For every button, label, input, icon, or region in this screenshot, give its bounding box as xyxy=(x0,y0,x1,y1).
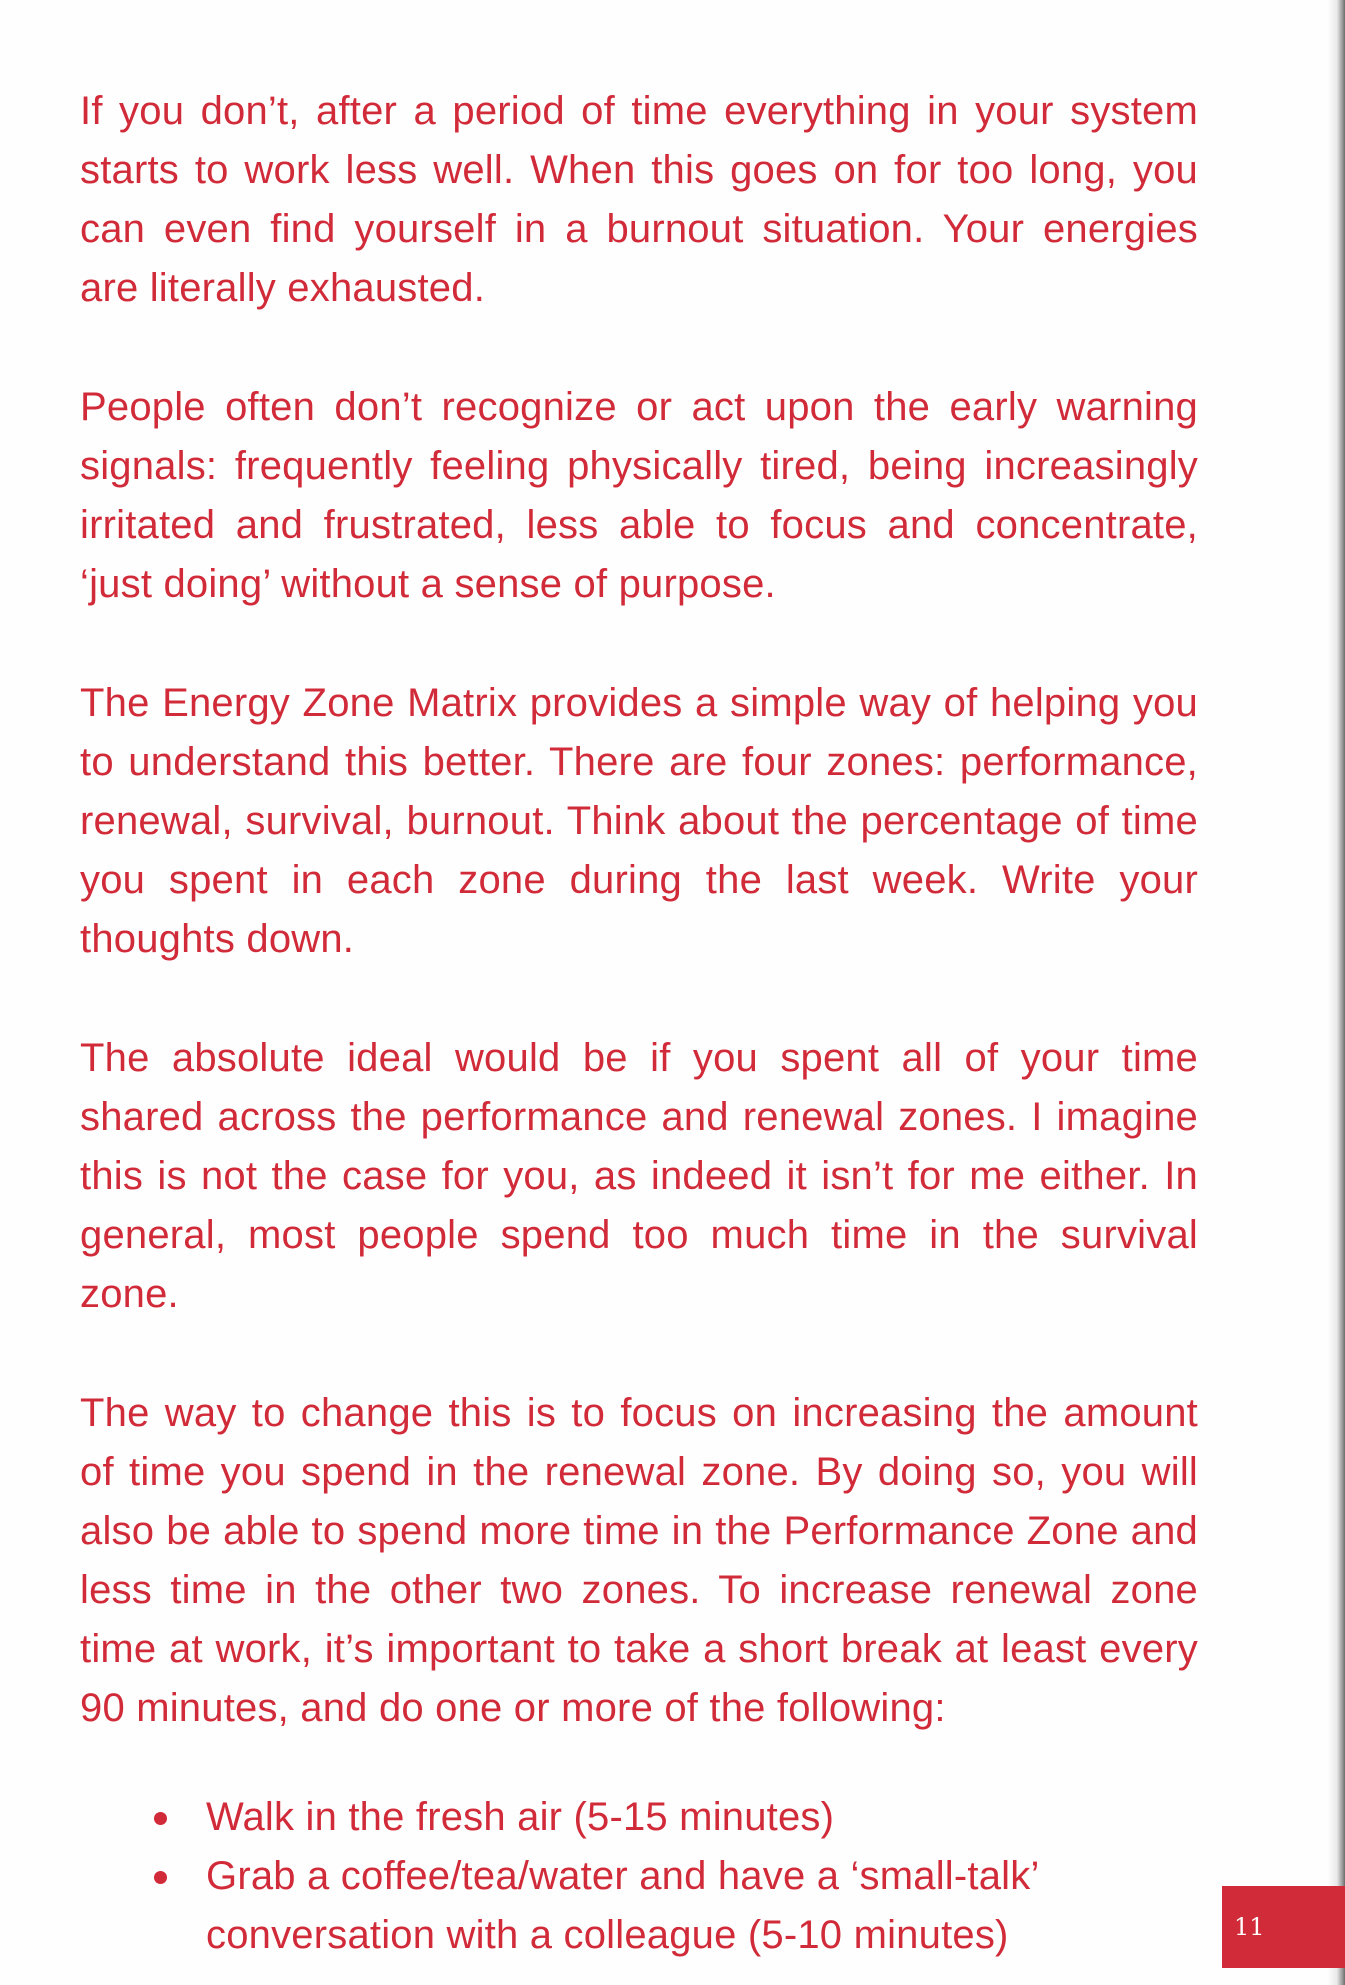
list-item-text: Walk in the fresh air (5-15 minutes) xyxy=(206,1795,835,1839)
paragraph-3: The Energy Zone Matrix provides a simple way of helping you to understand this better. There are four zones: performance, renewal, survival, burnout. Think about the percentage of time you spent in each zone during the last week. Write your thoughts down. xyxy=(80,681,1198,961)
bullet-list xyxy=(80,1788,1198,1965)
paragraph-2: People often don’t recognize or act upon the early warning signals: frequently feeling physically tired, being increasingly irritated and frustrated, less able to focus and concentrate, ‘just doing’ without a sense of purpose. xyxy=(80,385,1198,606)
list-item-text: Grab a coffee/tea/water and have a ‘small-talk’ conversation with a colleague (5-10 minutes) xyxy=(206,1854,1039,1957)
page-number-tab xyxy=(1222,1886,1345,1968)
paragraph-4: The absolute ideal would be if you spent all of your time shared across the performance and renewal zones. I imagine this is not the case for you, as indeed it isn’t for me either. In general, most people spend too much time in the survival zone. xyxy=(80,1036,1198,1316)
page-binding-edge xyxy=(1327,0,1345,1985)
page-number: 11 xyxy=(1234,1913,1265,1941)
body-text xyxy=(80,82,1198,1965)
list-item xyxy=(206,1847,1198,1965)
bullet-dot-icon xyxy=(154,1871,167,1884)
bullet-dot-icon xyxy=(154,1812,167,1825)
list-item xyxy=(206,1788,1198,1847)
paragraph-1: If you don’t, after a period of time everything in your system starts to work less well. When this goes on for too long, you can even find yourself in a burnout situation. Your energies are literally exhausted. xyxy=(80,89,1198,310)
paragraph-5: The way to change this is to focus on increasing the amount of time you spend in the renewal zone. By doing so, you will also be able to spend more time in the Performance Zone and less time in the other two zones. To increase renewal zone time at work, it’s important to take a short break at least every 90 minutes, and do one or more of the following: xyxy=(80,1391,1198,1730)
